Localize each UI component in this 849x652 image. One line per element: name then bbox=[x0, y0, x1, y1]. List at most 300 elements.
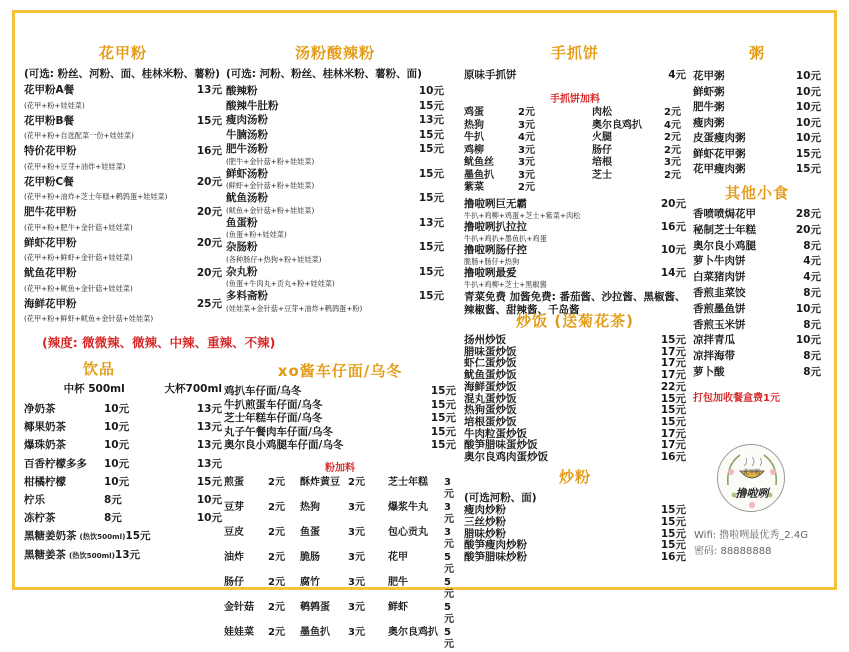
shouzhua-combos bbox=[464, 198, 686, 290]
menu-item bbox=[693, 365, 821, 381]
addon-cell: 4元 bbox=[518, 132, 535, 143]
addon-cell: 火腿 bbox=[592, 132, 612, 143]
addon-cell: 肉松 bbox=[592, 107, 612, 118]
item-note: (各种肠仔+热狗+粉+娃娃菜) bbox=[226, 254, 322, 264]
addon-cell: 2元 bbox=[268, 526, 285, 538]
item-price: 17元 bbox=[660, 345, 686, 358]
item-name: 热狗蛋炒饭 bbox=[464, 404, 517, 417]
item-name: 鱿鱼蛋炒饭 bbox=[464, 369, 517, 382]
item-price: 8元 bbox=[803, 350, 821, 363]
item-price: 15元 bbox=[430, 398, 456, 411]
item-price: 17元 bbox=[660, 369, 686, 382]
item-name: 凉拌青瓜 bbox=[693, 334, 735, 347]
drink-item bbox=[24, 546, 222, 564]
item-name: 奥尔良鸡肉蛋炒饭 bbox=[464, 451, 548, 464]
drink-price-large: 10元 bbox=[196, 494, 222, 507]
menu-item bbox=[693, 116, 821, 132]
logo-text: 撸啦咧 bbox=[735, 487, 769, 500]
combo-price: 16元 bbox=[660, 220, 686, 233]
combo-note: 牛扒+鸡柳+芝士+黑椒酱 bbox=[464, 279, 547, 289]
item-price: 15元 bbox=[418, 241, 444, 253]
drink-label: 爆珠奶茶 bbox=[24, 439, 66, 452]
addon-cell: 4元 bbox=[664, 119, 681, 131]
item-name: 特价花甲粉 bbox=[24, 145, 77, 157]
menu-item bbox=[24, 266, 222, 281]
snacks-title: 其他小食 bbox=[724, 184, 789, 202]
menu-item bbox=[24, 144, 222, 159]
menu-item bbox=[693, 239, 821, 255]
item-name: 牛扒煎蛋车仔面/乌冬 bbox=[224, 398, 323, 411]
item-name: 鲜虾花甲粥 bbox=[693, 147, 746, 160]
chaofen-list bbox=[464, 505, 686, 564]
item-price: 15元 bbox=[795, 147, 821, 160]
addon-cell: 奥尔良鸡扒 bbox=[388, 626, 438, 638]
item-price: 15元 bbox=[660, 334, 686, 346]
drink-prices bbox=[104, 418, 222, 436]
item-price: 4元 bbox=[803, 271, 821, 284]
drink-name bbox=[24, 509, 56, 527]
addon-cell: 肥牛 bbox=[388, 576, 408, 588]
snacks-list bbox=[693, 207, 821, 381]
item-price: 15元 bbox=[418, 192, 444, 204]
item-name: 香煎玉米饼 bbox=[693, 318, 746, 331]
drink-label: 柑橘柠檬 bbox=[24, 475, 66, 488]
huajia-list bbox=[24, 83, 222, 327]
combo-name: 撸啦咧肠仔控 bbox=[464, 243, 527, 256]
shouzhua-section bbox=[464, 42, 686, 317]
combo-note: 牛扒+鸡扒+墨鱼扒+鸡蛋 bbox=[464, 233, 547, 243]
menu-item bbox=[24, 83, 222, 98]
xo-section bbox=[224, 360, 456, 652]
drink-note: (热饮500ml) bbox=[69, 550, 115, 560]
drink-price-mid: 10元 bbox=[104, 403, 130, 415]
item-name: 花甲粉A餐 bbox=[24, 84, 75, 96]
addon-cell: 鱼蛋 bbox=[300, 526, 320, 538]
chaofen-title: 炒粉 bbox=[558, 468, 591, 486]
item-name: 虾仁蛋炒饭 bbox=[464, 357, 517, 370]
item-price: 15元 bbox=[660, 539, 686, 552]
item-name: 扬州炒饭 bbox=[464, 334, 506, 346]
drink-prices bbox=[115, 546, 222, 564]
addon-cell: 2元 bbox=[348, 476, 365, 488]
item-price: 15元 bbox=[418, 128, 444, 141]
snacks-section bbox=[693, 182, 821, 404]
shouzhua-plain-name: 原味手抓饼 bbox=[464, 69, 517, 81]
item-note: (鱼蛋+粉+娃娃菜) bbox=[226, 230, 287, 239]
addon-cell: 肠仔 bbox=[592, 144, 612, 156]
addon-cell: 芝士年糕 bbox=[388, 476, 428, 488]
menu-item bbox=[224, 412, 456, 426]
addon-cell: 腐竹 bbox=[300, 576, 320, 588]
addon-cell: 花甲 bbox=[388, 551, 408, 563]
drink-price-large: 13元 bbox=[196, 403, 222, 415]
addon-cell: 5元 bbox=[444, 626, 454, 650]
addon-cell: 2元 bbox=[268, 601, 285, 613]
drink-item bbox=[24, 491, 222, 509]
chaofan-list bbox=[464, 335, 686, 464]
item-price: 15元 bbox=[660, 404, 686, 417]
item-price: 15元 bbox=[660, 392, 686, 405]
item-price: 8元 bbox=[803, 286, 821, 299]
drink-item bbox=[24, 418, 222, 436]
xo-addons bbox=[224, 477, 456, 652]
item-note: (鱿鱼+金针菇+粉+娃娃菜) bbox=[226, 205, 315, 215]
addon-cell: 3元 bbox=[348, 626, 365, 638]
addon-cell: 包心贡丸 bbox=[388, 526, 428, 538]
drink-prices bbox=[104, 400, 222, 418]
item-name: 香煎韭菜饺 bbox=[693, 286, 746, 299]
addon-cell: 油炸 bbox=[224, 551, 244, 563]
menu-item bbox=[693, 223, 821, 239]
tang-list bbox=[226, 84, 444, 314]
menu-item bbox=[464, 335, 686, 347]
combo-note: 牛扒+鸡柳+鸡蛋+芝士+紫菜+肉松 bbox=[464, 210, 581, 220]
drinks-title: 饮品 bbox=[82, 360, 115, 378]
xo-list bbox=[224, 385, 456, 453]
menu-item bbox=[24, 175, 222, 190]
addon-cell: 5元 bbox=[444, 551, 454, 575]
menu-item bbox=[464, 382, 686, 394]
addon-cell: 鹌鹑蛋 bbox=[300, 601, 330, 613]
addon-cell: 2元 bbox=[664, 132, 681, 143]
combo-price: 10元 bbox=[660, 243, 686, 256]
item-name: 肥牛粥 bbox=[693, 101, 725, 113]
item-price: 16元 bbox=[660, 451, 686, 464]
tang-section bbox=[226, 42, 444, 314]
menu-item bbox=[226, 167, 444, 182]
menu-item bbox=[224, 399, 456, 413]
addon-cell: 3元 bbox=[518, 157, 535, 168]
item-note: (花甲+粉+自选配菜一份+娃娃菜) bbox=[24, 131, 134, 140]
item-price: 20元 bbox=[196, 206, 222, 218]
item-price: 15元 bbox=[430, 385, 456, 397]
addon-cell: 3元 bbox=[348, 601, 365, 613]
drink-prices bbox=[104, 473, 222, 491]
menu-item bbox=[224, 439, 456, 453]
shouzhua-addons bbox=[464, 107, 686, 195]
tang-title: 汤粉酸辣粉 bbox=[294, 44, 375, 62]
item-price: 15元 bbox=[660, 415, 686, 428]
drink-item bbox=[24, 400, 222, 418]
addon-cell: 豆皮 bbox=[224, 526, 244, 538]
combo-price: 20元 bbox=[660, 197, 686, 210]
item-price: 10元 bbox=[795, 85, 821, 98]
drinks-header-large: 大杯700ml bbox=[164, 383, 222, 395]
drink-label: 净奶茶 bbox=[24, 403, 56, 415]
item-name: 酸辣牛肚粉 bbox=[226, 99, 279, 112]
menu-item bbox=[693, 270, 821, 286]
drink-price-mid: 8元 bbox=[104, 494, 122, 507]
item-name: 鱿鱼花甲粉 bbox=[24, 267, 77, 279]
item-price: 15元 bbox=[418, 290, 444, 302]
item-price: 15元 bbox=[418, 99, 444, 112]
menu-item bbox=[464, 452, 686, 464]
item-note: (花甲+粉+肥牛+金针菇+娃娃菜) bbox=[24, 222, 133, 232]
item-name: 萝卜牛肉饼 bbox=[693, 255, 746, 268]
item-price: 10元 bbox=[795, 70, 821, 82]
sauce-note: 青菜免费 加酱免费: 番茄酱、沙拉酱、黑椒酱、辣椒酱、甜辣酱、千岛酱 bbox=[464, 290, 686, 316]
item-name: 白菜猪肉饼 bbox=[693, 271, 746, 284]
huajia-subtitle: (可选: 粉丝、河粉、面、桂林米粉、薯粉) bbox=[24, 68, 220, 80]
item-price: 17元 bbox=[660, 439, 686, 452]
item-name: 丸子午餐肉车仔面/乌冬 bbox=[224, 425, 333, 438]
item-price: 15元 bbox=[430, 425, 456, 438]
item-note: (鱼蛋+牛肉丸+贡丸+粉+娃娃菜) bbox=[226, 279, 335, 288]
item-note: (肥牛+金针菇+粉+娃娃菜) bbox=[226, 156, 315, 166]
drink-prices bbox=[104, 491, 222, 509]
item-name: 肥牛花甲粉 bbox=[24, 206, 77, 218]
chaofen-section bbox=[464, 466, 686, 564]
drink-prices bbox=[125, 527, 222, 545]
wifi-name: Wifi: 撸啦咧最优秀_2.4G bbox=[694, 530, 808, 541]
item-price: 20元 bbox=[196, 236, 222, 249]
restaurant-logo bbox=[717, 444, 785, 512]
drink-price-large: 13元 bbox=[196, 439, 222, 452]
menu-item bbox=[24, 205, 222, 220]
menu-item bbox=[693, 100, 821, 116]
item-price: 16元 bbox=[196, 145, 222, 157]
item-note: (花甲+粉+鲜虾+鱿鱼+金针菇+娃娃菜) bbox=[24, 314, 154, 323]
logo-small-text: 花甲粉 bbox=[742, 469, 761, 476]
item-name: 凉拌海带 bbox=[693, 350, 735, 363]
addon-cell: 2元 bbox=[664, 169, 681, 181]
addon-cell: 豆芽 bbox=[224, 501, 244, 513]
addon-cell: 墨鱼扒 bbox=[464, 169, 494, 181]
item-name: 瘦肉炒粉 bbox=[464, 504, 506, 516]
drink-label: 冻柠茶 bbox=[24, 512, 56, 525]
addon-cell: 2元 bbox=[268, 551, 285, 563]
item-name: 肥牛汤粉 bbox=[226, 143, 268, 155]
chaofan-section bbox=[464, 310, 686, 464]
item-price: 10元 bbox=[795, 116, 821, 129]
item-name: 多料斋粉 bbox=[226, 290, 268, 302]
drink-item bbox=[24, 509, 222, 527]
menu-item bbox=[24, 114, 222, 129]
addon-cell bbox=[592, 182, 664, 195]
drinks-section bbox=[24, 358, 222, 564]
huajia-section bbox=[24, 42, 222, 327]
item-price: 15元 bbox=[418, 265, 444, 278]
item-price: 22元 bbox=[660, 380, 686, 393]
addon-cell: 奥尔良鸡扒 bbox=[592, 119, 642, 131]
menu-item bbox=[464, 517, 686, 529]
item-price: 15元 bbox=[196, 114, 222, 127]
menu-item bbox=[224, 426, 456, 440]
item-name: 混丸蛋炒饭 bbox=[464, 392, 517, 405]
item-name: 香煎墨鱼饼 bbox=[693, 302, 746, 315]
item-price: 20元 bbox=[795, 223, 821, 236]
addon-cell: 煎蛋 bbox=[224, 476, 244, 488]
menu-item bbox=[226, 191, 444, 206]
item-price: 15元 bbox=[430, 412, 456, 424]
menu-item bbox=[693, 349, 821, 365]
item-price: 8元 bbox=[803, 365, 821, 378]
addon-cell: 3元 bbox=[664, 157, 681, 168]
addon-cell: 2元 bbox=[268, 501, 285, 513]
item-price: 15元 bbox=[795, 163, 821, 175]
drink-price-mid: 10元 bbox=[104, 439, 130, 452]
combo-name: 撸啦咧最爱 bbox=[464, 266, 517, 279]
addon-cell: 2元 bbox=[268, 476, 285, 488]
item-name: 瘦肉粥 bbox=[693, 116, 725, 129]
addon-cell: 鸡柳 bbox=[464, 144, 484, 156]
item-name: 鲜虾汤粉 bbox=[226, 167, 268, 180]
menu-item bbox=[464, 417, 686, 429]
menu-item bbox=[226, 128, 444, 143]
addon-cell bbox=[664, 182, 686, 195]
combo-item bbox=[464, 198, 686, 211]
item-name: 酸笋腊味蛋炒饭 bbox=[464, 439, 538, 452]
item-name: 培根蛋炒饭 bbox=[464, 415, 517, 428]
addon-cell: 娃娃菜 bbox=[224, 626, 254, 638]
addon-cell: 5元 bbox=[444, 601, 454, 625]
item-name: 酸笋瘦肉炒粉 bbox=[464, 539, 527, 552]
drink-price-mid: 10元 bbox=[104, 421, 130, 434]
item-price: 8元 bbox=[803, 318, 821, 331]
item-price: 13元 bbox=[196, 84, 222, 96]
item-name: 萝卜酸 bbox=[693, 365, 725, 378]
item-name: 花甲粉B餐 bbox=[24, 114, 75, 127]
addon-cell: 3元 bbox=[518, 169, 535, 181]
combo-item bbox=[464, 244, 686, 257]
item-name: 香喷喷焗花甲 bbox=[693, 208, 756, 220]
drinks-header-mid: 中杯 500ml bbox=[63, 383, 125, 395]
drink-price-large: 13元 bbox=[196, 421, 222, 434]
item-name: 杂丸粉 bbox=[226, 265, 258, 278]
item-name: 鲜虾粥 bbox=[693, 85, 725, 98]
item-name: 腊味炒粉 bbox=[464, 527, 506, 540]
drink-name bbox=[24, 491, 45, 509]
wifi-info bbox=[694, 528, 808, 560]
menu-item bbox=[226, 216, 444, 231]
addon-cell: 墨鱼扒 bbox=[300, 626, 330, 638]
addon-cell: 2元 bbox=[664, 107, 681, 118]
menu-item bbox=[226, 142, 444, 157]
pack-fee-note: 打包加收餐盒费1元 bbox=[693, 392, 780, 404]
item-price: 15元 bbox=[660, 527, 686, 540]
addon-cell: 2元 bbox=[518, 182, 535, 193]
item-price: 4元 bbox=[803, 255, 821, 268]
item-price: 20元 bbox=[196, 267, 222, 279]
combo-price: 14元 bbox=[660, 266, 686, 279]
addon-cell: 3元 bbox=[348, 526, 365, 538]
item-name: 腊味蛋炒饭 bbox=[464, 345, 517, 358]
chaofen-subtitle: (可选河粉、面) bbox=[464, 492, 537, 504]
drink-price-mid: 8元 bbox=[104, 512, 122, 525]
drink-price-large: 13元 bbox=[196, 457, 222, 470]
combo-item bbox=[464, 267, 686, 280]
chaofan-title: 炒饭 (送菊花茶) bbox=[516, 312, 634, 330]
menu-item bbox=[24, 236, 222, 251]
item-note: (花甲+粉+娃娃菜) bbox=[24, 100, 85, 110]
addon-cell: 芝士 bbox=[592, 169, 612, 181]
item-name: 鱿鱼汤粉 bbox=[226, 192, 268, 204]
item-name: 鸡扒车仔面/乌冬 bbox=[224, 385, 302, 397]
menu-item bbox=[693, 318, 821, 334]
addon-cell: 鱿鱼丝 bbox=[464, 157, 494, 168]
item-name: 鲜虾花甲粉 bbox=[24, 236, 77, 249]
item-price: 10元 bbox=[795, 302, 821, 315]
item-price: 15元 bbox=[418, 167, 444, 180]
item-price: 8元 bbox=[803, 239, 821, 252]
item-name: 花甲瘦肉粥 bbox=[693, 163, 746, 175]
shouzhua-title: 手抓饼 bbox=[550, 44, 599, 62]
addon-cell: 3元 bbox=[348, 501, 365, 513]
drink-name bbox=[24, 400, 56, 418]
item-name: 奥尔良小鸡腿车仔面/乌冬 bbox=[224, 439, 344, 451]
drink-item bbox=[24, 436, 222, 454]
menu-item bbox=[226, 289, 444, 304]
item-note: (花甲+粉+油炸+芝士年糕+鹌鹑蛋+娃娃菜) bbox=[24, 192, 168, 201]
addon-cell: 3元 bbox=[518, 144, 535, 156]
drink-price-large: 10元 bbox=[196, 512, 222, 525]
menu-item bbox=[693, 207, 821, 223]
drink-label: 黑糖姜茶 bbox=[24, 548, 66, 561]
addon-cell: 3元 bbox=[518, 119, 535, 131]
addon-cell: 金针菇 bbox=[224, 601, 254, 613]
item-name: 芝士年糕车仔面/乌冬 bbox=[224, 412, 323, 424]
addon-cell: 热狗 bbox=[300, 501, 320, 513]
tang-subtitle: (可选: 河粉、粉丝、桂林米粉、薯粉、面) bbox=[226, 68, 422, 80]
item-note: (花甲+粉+鱿鱼+金针菇+娃娃菜) bbox=[24, 283, 133, 293]
item-price: 17元 bbox=[660, 427, 686, 440]
drink-label: 椰果奶茶 bbox=[24, 421, 66, 434]
item-name: 海鲜蛋炒饭 bbox=[464, 380, 517, 393]
addon-cell: 2元 bbox=[664, 144, 681, 156]
shouzhua-addon-title: 手抓饼加料 bbox=[550, 94, 600, 105]
drinks-list bbox=[24, 400, 222, 564]
menu-item bbox=[693, 131, 821, 147]
drink-name bbox=[24, 418, 66, 436]
menu-item bbox=[224, 385, 456, 399]
item-name: 瘦肉汤粉 bbox=[226, 114, 268, 126]
combo-item bbox=[464, 221, 686, 234]
menu-item bbox=[24, 297, 222, 312]
wifi-password: 密码: 88888888 bbox=[694, 546, 772, 557]
drink-name bbox=[24, 436, 66, 454]
menu-item bbox=[464, 552, 686, 564]
item-name: 鱼蛋粉 bbox=[226, 216, 258, 229]
item-price: 15元 bbox=[660, 515, 686, 528]
item-price: 10元 bbox=[795, 132, 821, 144]
addon-cell: 鲜虾 bbox=[388, 601, 408, 613]
drink-label: 柠乐 bbox=[24, 494, 45, 507]
item-price: 13元 bbox=[418, 114, 444, 126]
drink-prices bbox=[104, 436, 222, 454]
item-price: 13元 bbox=[418, 216, 444, 229]
item-name: 奥尔良小鸡腿 bbox=[693, 239, 756, 252]
combo-note: 脆肠+肠仔+热狗 bbox=[464, 256, 520, 266]
item-price: 25元 bbox=[196, 297, 222, 310]
drink-name bbox=[24, 527, 125, 545]
drink-price-mid: 10元 bbox=[104, 475, 130, 488]
item-name: 秘制芝士年糕 bbox=[693, 223, 756, 236]
menu-item bbox=[226, 84, 444, 99]
item-price: 17元 bbox=[660, 357, 686, 370]
addon-cell: 鸡蛋 bbox=[464, 107, 484, 118]
menu-item bbox=[693, 286, 821, 302]
item-name: 杂肠粉 bbox=[226, 241, 258, 253]
drink-item bbox=[24, 473, 222, 491]
item-price: 10元 bbox=[795, 334, 821, 347]
item-name: 花甲粉C餐 bbox=[24, 175, 74, 188]
addon-cell: 紫菜 bbox=[464, 182, 484, 193]
item-price: 16元 bbox=[660, 551, 686, 564]
item-price: 20元 bbox=[196, 175, 222, 188]
addon-cell: 3元 bbox=[444, 526, 454, 550]
drink-item bbox=[24, 527, 222, 545]
addon-cell: 2元 bbox=[518, 107, 535, 118]
